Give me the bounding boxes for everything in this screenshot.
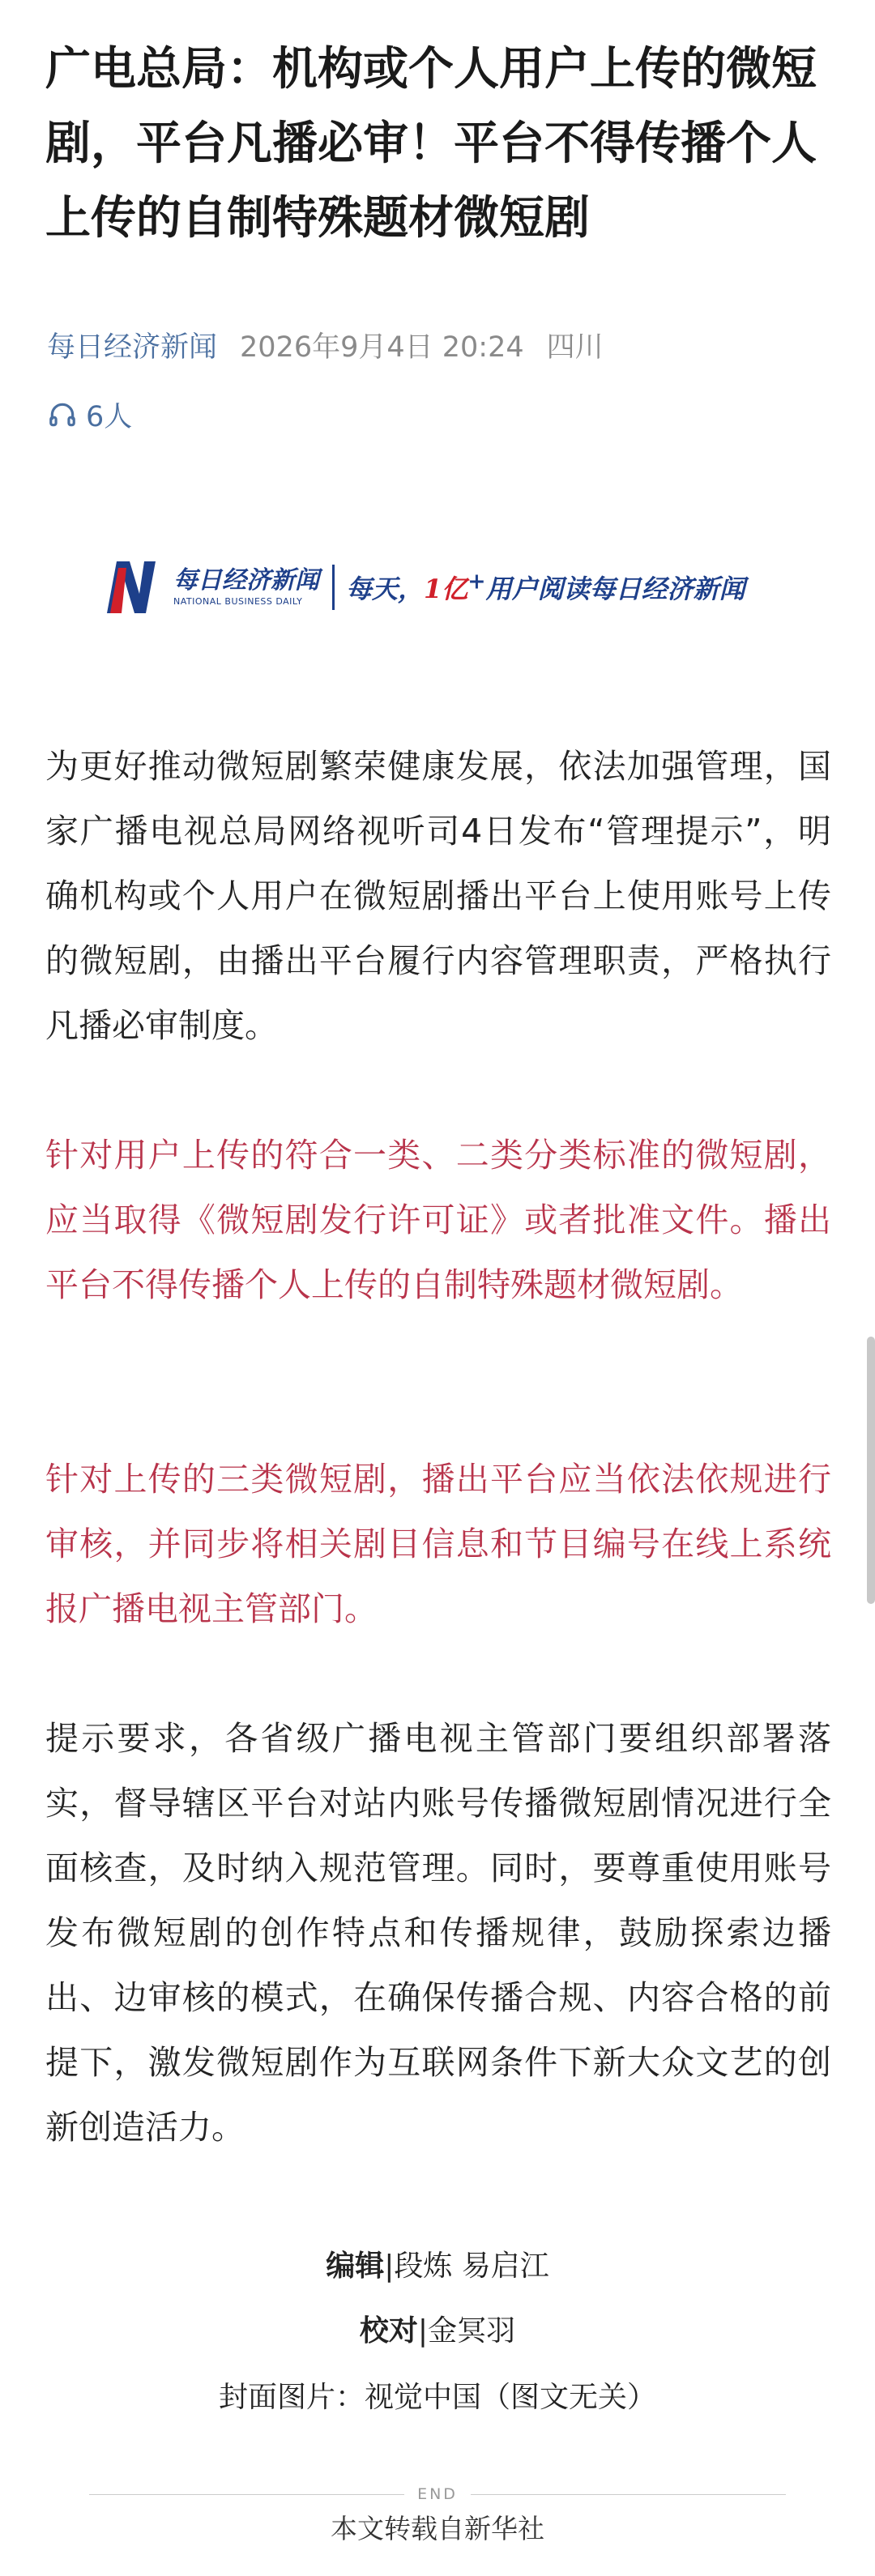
cover-credit: 封面图片：视觉中国（图文无关） <box>218 2381 656 2414</box>
end-line-left <box>89 2494 404 2495</box>
editor-names: 段炼 易启江 <box>394 2250 549 2283</box>
body-paragraph: 为更好推动微短剧繁荣健康发展，依法加强管理，国家广播电视总局网络视听司4日发布“管理提示”，明确机构或个人用户在微短剧播出平台上使用账号上传的微短剧，由播出平台履行内容管理职责，严格执行凡播必审制度。 <box>45 747 831 1045</box>
editor-separator: | <box>384 2250 395 2283</box>
editor-credit <box>0 2244 875 2289</box>
reprint-note: 本文转载自新华社 <box>331 2513 544 2544</box>
proof-names: 金冥羽 <box>428 2314 516 2348</box>
banner-slogan <box>346 569 745 606</box>
scrollbar-thumb[interactable] <box>867 1337 875 1604</box>
article-title: 广电总局：机构或个人用户上传的微短剧，平台凡播必审！平台不得传播个人上传的自制特殊题材微短剧 <box>45 43 817 245</box>
end-divider <box>89 2482 786 2506</box>
nbd-logo-icon <box>102 557 167 618</box>
proofreader-credit <box>0 2309 875 2354</box>
proof-separator: | <box>417 2314 429 2348</box>
logo-name-en: NATIONAL BUSINESS DAILY <box>173 596 303 607</box>
end-line-right <box>471 2494 786 2495</box>
article-meta <box>47 327 604 368</box>
body-paragraph: 提示要求，各省级广播电视主管部门要组织部署落实，督导辖区平台对站内账号传播微短剧情况进行全面核查，及时纳入规范管理。同时，要尊重使用账号发布微短剧的创作特点和传播规律，鼓励探索边播出、边审核的模式，在确保传播合规、内容合格的前提下，激发微短剧作为互联网条件下新大众文艺的创新创造活力。 <box>45 1719 831 2147</box>
listeners-count: 6人 <box>86 401 133 433</box>
editor-label: 编辑 <box>326 2250 385 2283</box>
proof-label: 校对 <box>359 2314 418 2348</box>
publish-time: 2026年9月4日 20:24 <box>240 331 524 364</box>
slogan-highlight: 1亿 <box>424 574 468 604</box>
nbd-banner <box>102 551 775 624</box>
slogan-suffix: 用户阅读每日经济新闻 <box>485 574 745 604</box>
source-link[interactable]: 每日经济新闻 <box>47 331 218 364</box>
highlight-paragraph: 针对用户上传的符合一类、二类分类标准的微短剧，应当取得《微短剧发行许可证》或者批准文件。播出平台不得传播个人上传的自制特殊题材微短剧。 <box>45 1136 831 1304</box>
end-label: END <box>417 2485 458 2503</box>
highlight-paragraph: 针对上传的三类微短剧，播出平台应当依法依规进行审核，并同步将相关剧目信息和节目编号在线上系统报广播电视主管部门。 <box>45 1460 831 1628</box>
location-label: 四川 <box>546 331 604 364</box>
nbd-logo-text <box>173 566 319 608</box>
slogan-plus: + <box>467 569 486 595</box>
logo-name-cn: 每日经济新闻 <box>173 566 319 595</box>
slogan-prefix: 每天， <box>346 574 425 604</box>
banner-divider <box>332 565 335 610</box>
headphone-icon <box>47 399 78 430</box>
listeners-button[interactable] <box>47 394 132 436</box>
